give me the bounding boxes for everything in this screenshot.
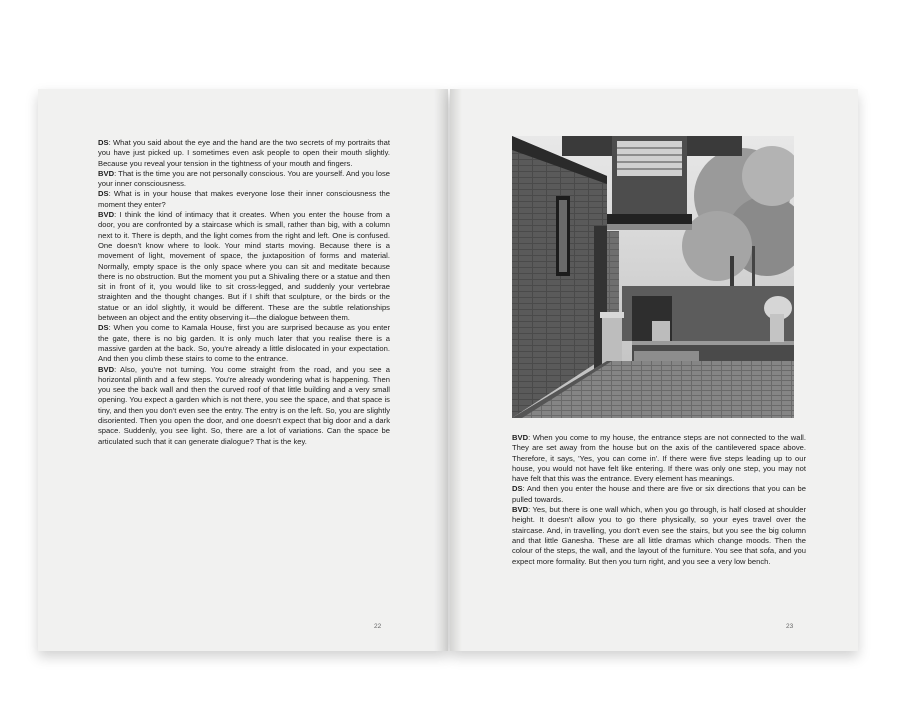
house-entrance-photo — [512, 136, 794, 418]
left-page-text — [98, 138, 390, 447]
paragraph: DS: And then you enter the house and there are five or six directions that you can be pulled towards. — [512, 484, 806, 504]
gutter-shadow — [450, 89, 462, 651]
paragraph: BVD: That is the time you are not personally conscious. You are yourself. And you lose your inner consciousness. — [98, 168, 390, 189]
book-spread — [38, 89, 858, 651]
right-page — [450, 89, 858, 651]
paragraph: BVD: When you come to my house, the entrance steps are not connected to the wall. They are set away from the house but on the axis of the cantilevered space above. Therefore, it says, 'Yes, you can come in'. If there were five steps leading up to our house, you would not have felt like entering. If there was only one step, you may not have felt that this was the entrance. Every element has meanings. — [512, 433, 806, 484]
paragraph: DS: What is in your house that makes everyone lose their inner consciousness the moment they enter? — [98, 189, 390, 209]
paragraph: DS: When you come to Kamala House, first you are surprised because as you enter the gate, there is no big garden. It is only much later that you realise there is a massive garden at the back. So, you're already a little dislocated in your expectation. And then you climb these stairs to come to the entrance. — [98, 323, 390, 364]
paragraph: BVD: I think the kind of intimacy that it creates. When you enter the house from a door, you are confronted by a staircase which is small, rather than big, with a column next to it. There is depth, and the light comes from the right and left. One is confused. One doesn't know where to look. Your mind starts moving. Because there is a movement of light, movement of space, the juxtaposition of forms and material. Normally, empty space is the only space where you can sit and meditate because there is no obstruction. But the moment you put a Shivaling there or a statue and then sit in front of it, you would like to sit cross-legged, and suddenly your vertebrae straighten and the thought changes. But if I shift that sculpture, or the birds or the statue or an idol slightly, it would be different. These are the subtle relationships between an object and the entity observing it—the dialogue between them. — [98, 210, 390, 323]
photo-illustration — [512, 136, 794, 418]
gutter-shadow — [434, 89, 448, 651]
paragraph: BVD: Also, you're not turning. You come straight from the road, and you see a horizontal plinth and a few steps. You're already wondering what is happening. Then you see the back wall and then the curved roof of that little building and a very small opening. You expect a garden which is not there, you see the space, and that space is tiny, and then you don't even see the entry. The entry is on the left. So, you are slightly disoriented. Then you open the door, and one doesn't expect that big door and a dark space. Suddenly, you see light. So, there are a lot of variations. Can the space be articulated such that it can generate dialogue? That is the key. — [98, 364, 390, 446]
page-number-left: 22 — [374, 623, 382, 630]
left-page — [38, 89, 448, 651]
page-number-right: 23 — [786, 623, 794, 630]
paragraph: BVD: Yes, but there is one wall which, when you go through, is half closed at shoulder height. It doesn't allow you to go there physically, so your eyes travel over the staircase. And, in travelling, you don't even see the stairs, but you see the big column and that little Ganesha. These are all little dramas which change moods. Then the colour of the steps, the wall, and the layout of the furniture. You see that sofa, and you expect more formality. But then you turn right, and you see a very low bench. — [512, 505, 806, 566]
right-page-text — [512, 433, 806, 567]
paragraph: DS: What you said about the eye and the hand are the two secrets of my portraits that you have just picked up. I sometimes even ask people to open their mouth slightly. Because you reveal your tension in the tightness of your mouth and fingers. — [98, 138, 390, 168]
